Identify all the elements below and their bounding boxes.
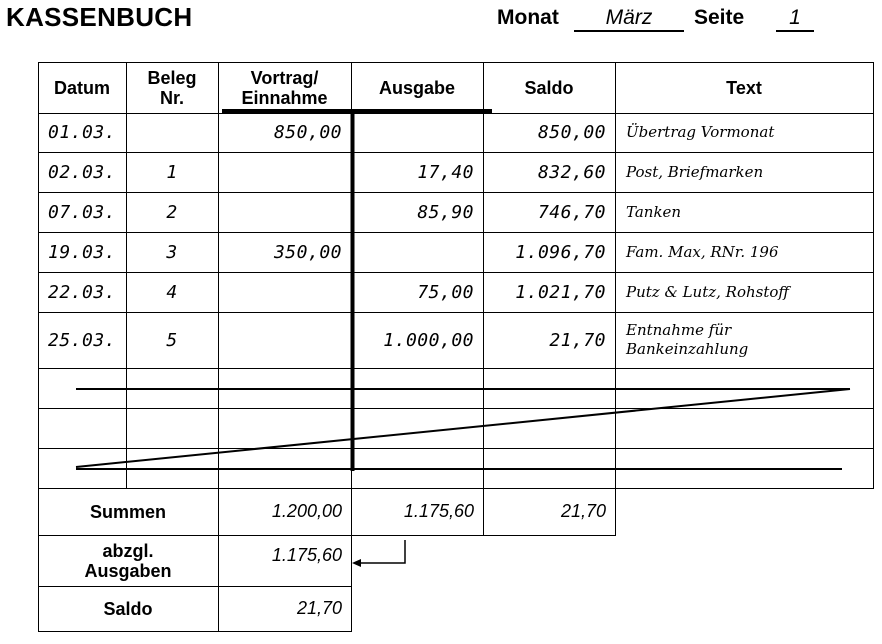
row-5-beleg: 4	[166, 281, 178, 303]
row-3-saldo: 746,70	[537, 201, 606, 223]
row-5-text: Putz & Lutz, Rohstoff	[626, 282, 790, 301]
row-2-einnahme	[218, 152, 351, 192]
row-2-datum: 02.03.	[47, 161, 117, 183]
monat-value: März	[574, 6, 684, 32]
header-text: Text	[726, 77, 762, 98]
row-5-datum: 22.03.	[47, 281, 117, 303]
header-vortrag	[218, 62, 351, 113]
row-6-ausgabe: 1.000,00	[383, 329, 474, 351]
seite-label: Seite	[694, 6, 745, 29]
header-beleg-label: Beleg Nr.	[147, 67, 197, 108]
abzgl-label-text: abzgl. Ausgaben	[84, 540, 172, 581]
header-datum: Datum	[53, 77, 110, 98]
row-5-ausgabe: 75,00	[417, 281, 474, 303]
row-1-ausgabe	[351, 113, 483, 152]
row-3-beleg: 2	[166, 201, 178, 223]
summen-label: Summen	[89, 501, 167, 522]
page-title: KASSENBUCH	[6, 2, 193, 32]
row-6-einnahme	[218, 312, 351, 368]
row-2-text: Post, Briefmarken	[626, 162, 764, 181]
row-1-saldo: 850,00	[537, 122, 606, 143]
row-3-datum: 07.03.	[47, 201, 117, 223]
row-6-datum: 25.03.	[47, 329, 117, 351]
saldo-final-value: 21,70	[296, 598, 342, 618]
row-4-text: Fam. Max, RNr. 196	[626, 242, 779, 261]
summen-ausgabe: 1.175,60	[403, 501, 474, 521]
row-2-saldo: 832,60	[537, 161, 606, 183]
row-5-einnahme	[218, 272, 351, 312]
row-6-saldo: 21,70	[549, 329, 606, 351]
header-beleg	[126, 62, 218, 113]
summen-saldo: 21,70	[560, 501, 606, 521]
saldo-final-label: Saldo	[103, 598, 153, 619]
row-5-saldo: 1.021,70	[515, 281, 606, 303]
row-2-ausgabe: 17,40	[417, 161, 474, 183]
row-4-datum: 19.03.	[47, 241, 117, 263]
row-3-einnahme	[218, 192, 351, 232]
row-2-beleg: 1	[166, 161, 178, 183]
row-4-saldo: 1.096,70	[515, 241, 606, 263]
row-1-datum: 01.03.	[47, 122, 117, 143]
summen-einnahme: 1.200,00	[271, 501, 342, 521]
row-3-ausgabe: 85,90	[417, 201, 474, 223]
row-6-text-value: Entnahme für Bankeinzahlung	[626, 321, 749, 358]
monat-label: Monat	[497, 6, 559, 29]
row-3-text: Tanken	[626, 202, 682, 221]
header-vortrag-line1: Vortrag/	[250, 67, 319, 88]
header-ausgabe: Ausgabe	[378, 77, 456, 98]
seite-value: 1	[776, 6, 814, 32]
row-1-beleg	[126, 113, 218, 152]
row-1-einnahme: 850,00	[273, 122, 342, 143]
header-vortrag-line2: Einnahme	[241, 87, 328, 108]
row-6-beleg: 5	[166, 329, 178, 351]
abzgl-value: 1.175,60	[271, 544, 342, 565]
row-4-einnahme: 350,00	[273, 241, 342, 263]
row-4-beleg: 3	[166, 241, 178, 263]
header-saldo: Saldo	[524, 77, 574, 98]
row-4-ausgabe	[351, 232, 483, 272]
row-6-text	[615, 312, 873, 368]
abzgl-label	[38, 535, 218, 586]
row-1-text: Übertrag Vormonat	[626, 123, 775, 141]
